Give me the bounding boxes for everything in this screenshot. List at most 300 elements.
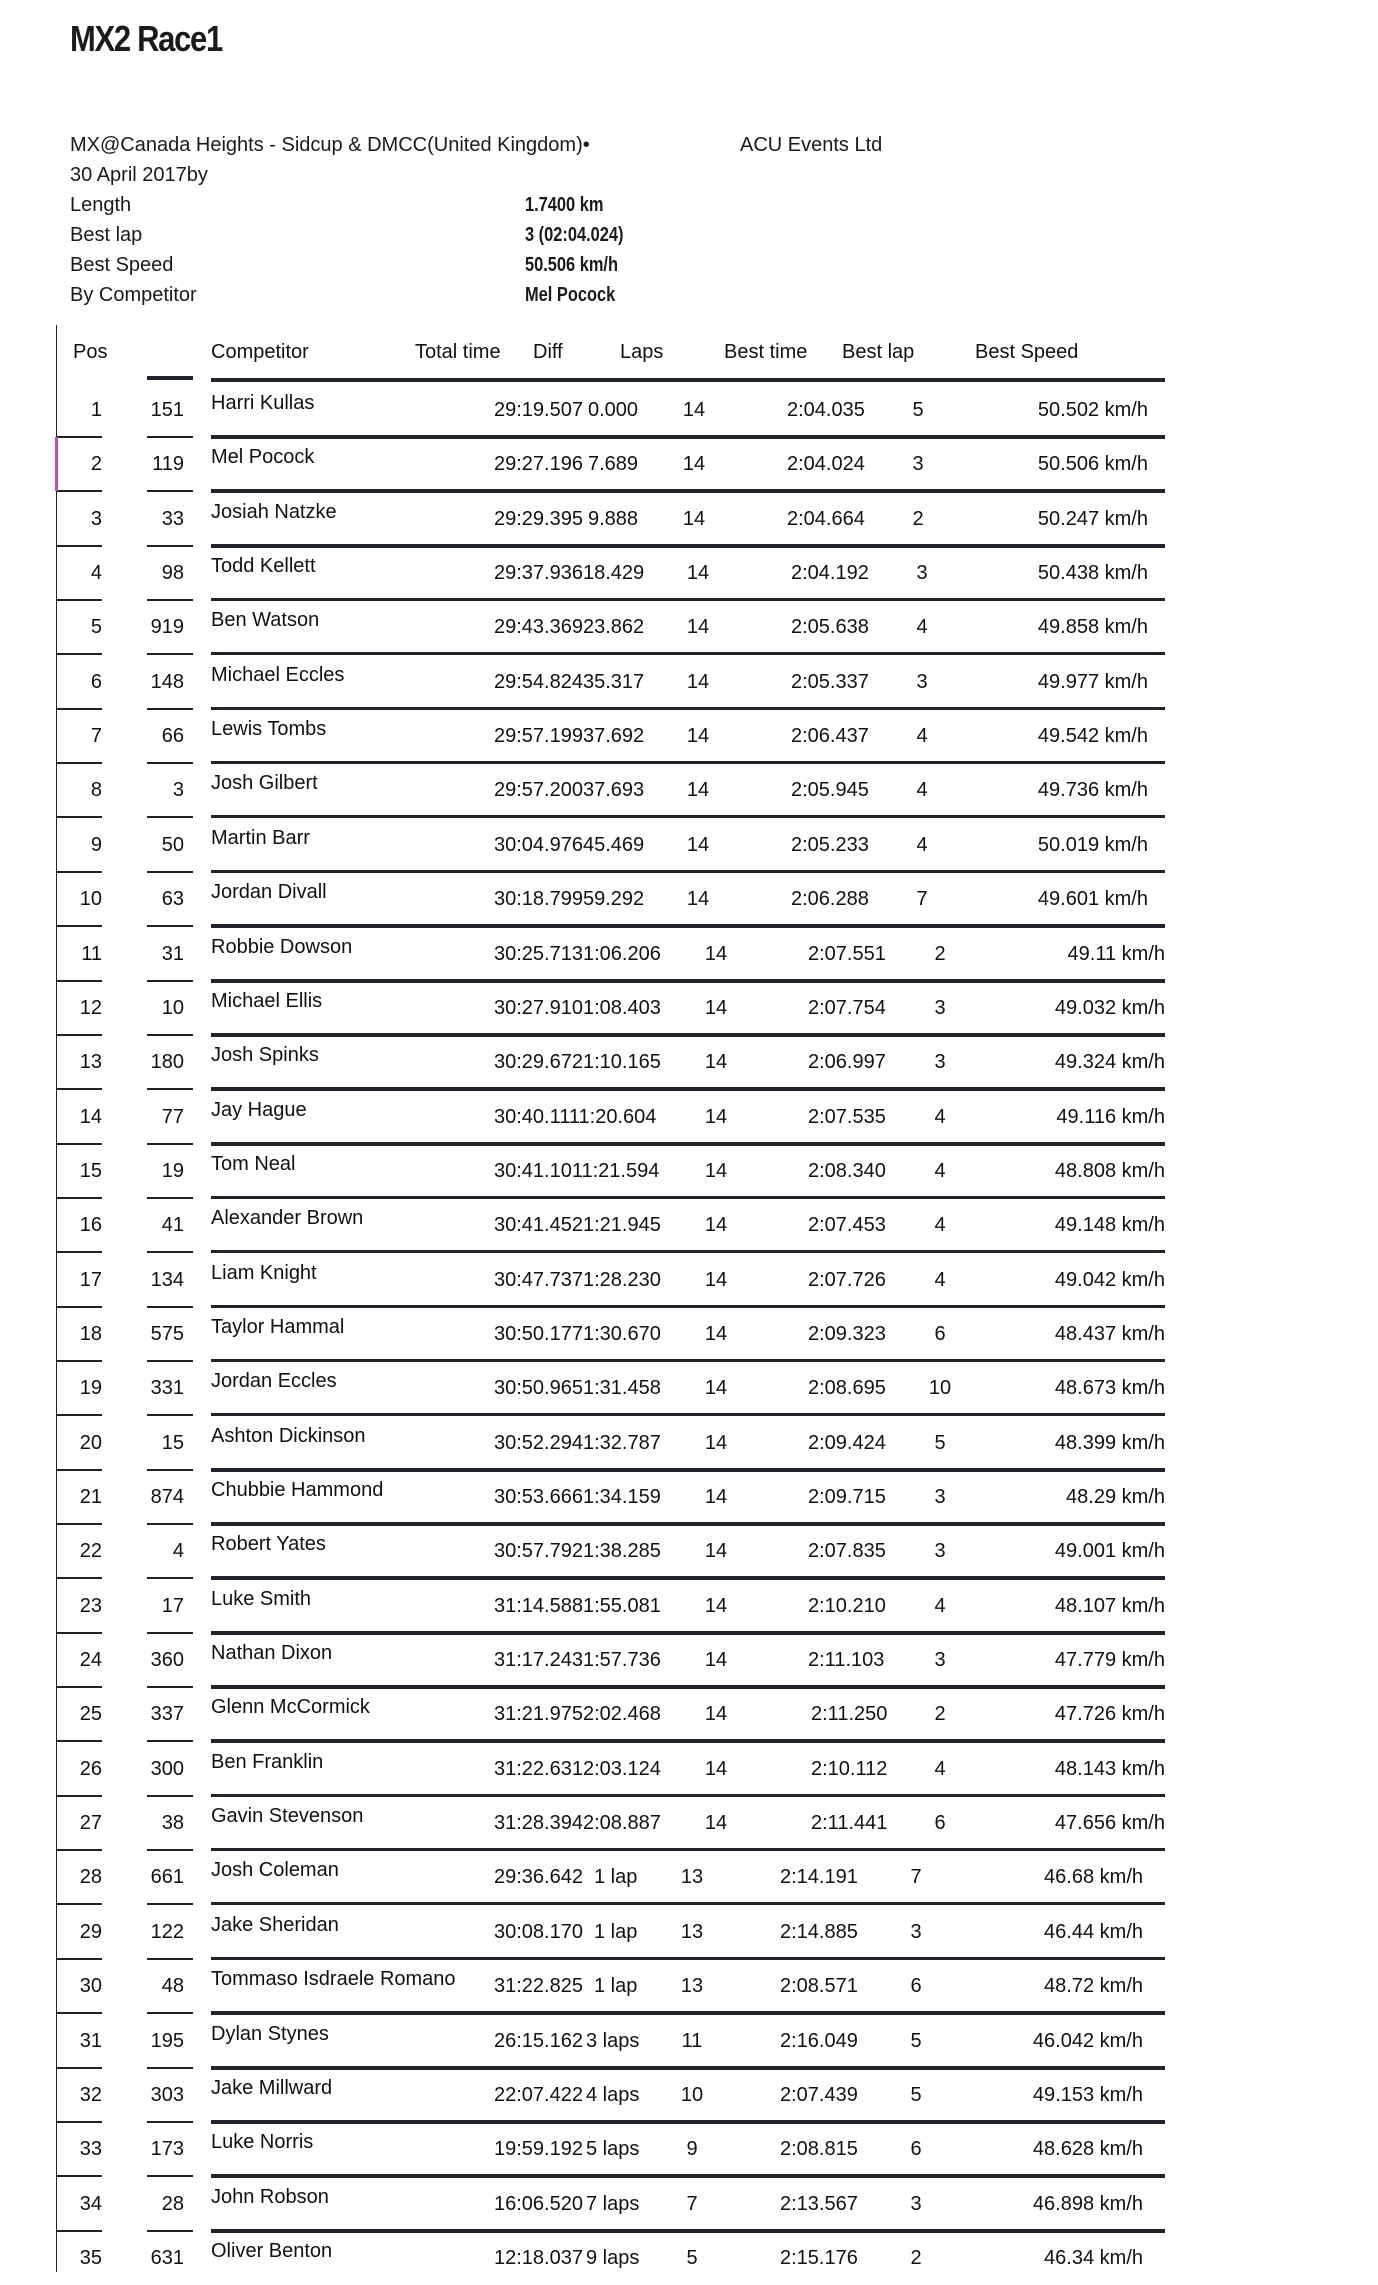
cell-diff: 1:57.736 <box>582 1649 661 1671</box>
cell-pos: 26 <box>79 1758 102 1780</box>
cell-competitor: Ben Watson <box>211 609 320 631</box>
cell-competitor: Ashton Dickinson <box>211 1425 366 1447</box>
cell-competitor: Michael Ellis <box>211 990 323 1012</box>
cell-number: 77 <box>161 1106 184 1128</box>
cell-total-time: 30:04.976 <box>494 834 583 856</box>
cell-total-time: 31:28.394 <box>494 1812 583 1834</box>
table-row <box>0 1144 1378 1198</box>
cell-best-time: 2:08.815 <box>780 2138 858 2160</box>
cell-best-lap: 3 <box>912 453 924 475</box>
cell-best-time: 2:04.024 <box>787 453 865 475</box>
cell-number: 173 <box>150 2138 184 2160</box>
cell-best-speed: 49.858 km/h <box>1037 616 1148 638</box>
cell-best-time: 2:06.288 <box>791 888 869 910</box>
cell-total-time: 12:18.037 <box>494 2247 583 2269</box>
cell-diff: 2:02.468 <box>582 1703 661 1725</box>
cell-total-time: 26:15.162 <box>494 2030 583 2052</box>
cell-number: 17 <box>161 1595 184 1617</box>
cell-pos: 2 <box>90 453 102 475</box>
cell-competitor: Tom Neal <box>211 1153 296 1175</box>
cell-competitor: Oliver Benton <box>211 2240 333 2262</box>
cell-best-time: 2:06.997 <box>808 1051 886 1073</box>
cell-pos: 27 <box>79 1812 102 1834</box>
cell-laps: 11 <box>681 2030 703 2052</box>
cell-laps: 14 <box>704 1595 728 1617</box>
cell-diff: 1:34.159 <box>582 1486 661 1508</box>
cell-best-time: 2:07.453 <box>808 1214 886 1236</box>
cell-competitor: Luke Smith <box>211 1588 312 1610</box>
cell-best-lap: 4 <box>934 1595 946 1617</box>
cell-total-time: 30:50.965 <box>494 1377 583 1399</box>
table-row <box>0 383 1378 437</box>
cell-laps: 14 <box>682 453 706 475</box>
cell-pos: 35 <box>79 2247 102 2269</box>
cell-number: 300 <box>150 1758 184 1780</box>
cell-pos: 22 <box>79 1540 102 1562</box>
cell-total-time: 30:52.294 <box>494 1432 583 1454</box>
cell-total-diff <box>494 1595 661 1618</box>
cell-best-lap: 4 <box>916 725 928 747</box>
cell-total-diff <box>494 943 661 966</box>
cell-best-time: 2:07.835 <box>808 1540 886 1562</box>
cell-total-time: 29:36.642 <box>494 1866 583 1888</box>
cell-laps: 14 <box>686 562 710 584</box>
page-title: MX2 Race1 <box>70 18 222 59</box>
cell-laps: 14 <box>682 508 706 530</box>
cell-best-lap: 3 <box>934 1540 946 1562</box>
cell-number: 4 <box>172 1540 184 1562</box>
cell-laps: 13 <box>680 1975 704 1997</box>
table-row <box>0 2177 1378 2231</box>
cell-best-time: 2:09.424 <box>808 1432 886 1454</box>
cell-total-time: 30:41.101 <box>494 1160 582 1182</box>
cell-diff: 45.469 <box>582 834 645 856</box>
cell-laps: 14 <box>686 725 710 747</box>
cell-total-time: 22:07.422 <box>494 2084 583 2106</box>
cell-best-lap: 4 <box>916 834 928 856</box>
cell-best-lap: 3 <box>934 997 946 1019</box>
table-row <box>0 1416 1378 1470</box>
cell-best-lap: 10 <box>928 1377 952 1399</box>
cell-total-diff <box>494 1106 656 1129</box>
cell-number: 303 <box>150 2084 184 2106</box>
cell-best-speed: 48.107 km/h <box>1054 1595 1165 1617</box>
cell-best-lap: 4 <box>916 779 928 801</box>
table-row <box>0 981 1378 1035</box>
cell-best-time: 2:05.945 <box>791 779 869 801</box>
cell-best-lap: 6 <box>934 1323 946 1345</box>
cell-pos: 11 <box>81 943 102 965</box>
cell-total-diff <box>494 779 644 802</box>
cell-best-time: 2:07.439 <box>780 2084 858 2106</box>
cell-total-diff <box>494 1269 661 1292</box>
cell-laps: 14 <box>704 1269 728 1291</box>
table-row <box>0 1959 1378 2013</box>
cell-best-lap: 3 <box>910 2193 922 2215</box>
cell-total-diff <box>494 888 644 911</box>
cell-best-lap: 3 <box>934 1051 946 1073</box>
cell-number: 151 <box>150 399 184 421</box>
cell-laps: 14 <box>686 616 710 638</box>
cell-number: 148 <box>150 671 184 693</box>
cell-diff: 7 laps <box>585 2193 640 2215</box>
cell-competitor: Robbie Dowson <box>211 936 353 958</box>
cell-total-time: 16:06.520 <box>494 2193 583 2215</box>
cell-competitor: Alexander Brown <box>211 1207 364 1229</box>
summary-label-by-competitor: By Competitor <box>70 284 197 306</box>
cell-total-diff <box>494 1432 661 1455</box>
table-row <box>0 1198 1378 1252</box>
cell-best-speed: 49.736 km/h <box>1037 779 1148 801</box>
cell-total-diff <box>494 1540 661 1563</box>
cell-diff: 1:31.458 <box>582 1377 661 1399</box>
cell-number: 98 <box>161 562 184 584</box>
cell-best-speed: 49.11 km/h <box>1067 943 1165 965</box>
table-row <box>0 1796 1378 1850</box>
table-row <box>0 2231 1378 2285</box>
cell-pos: 19 <box>79 1377 102 1399</box>
cell-number: 63 <box>161 888 184 910</box>
cell-pos: 34 <box>79 2193 102 2215</box>
cell-best-time: 2:13.567 <box>780 2193 858 2215</box>
cell-number: 874 <box>150 1486 184 1508</box>
cell-best-lap: 5 <box>910 2084 922 2106</box>
cell-diff: 2:03.124 <box>582 1758 661 1780</box>
cell-diff: 9 laps <box>585 2247 640 2269</box>
cell-total-time: 30:50.177 <box>494 1323 583 1345</box>
cell-best-speed: 49.542 km/h <box>1037 725 1148 747</box>
cell-pos: 17 <box>79 1269 102 1291</box>
cell-laps: 14 <box>682 399 706 421</box>
cell-best-lap: 2 <box>934 943 946 965</box>
cell-best-speed: 48.29 km/h <box>1066 1486 1165 1508</box>
cell-total-diff <box>494 2193 639 2216</box>
cell-competitor: Harri Kullas <box>211 392 315 414</box>
cell-best-lap: 6 <box>910 1975 922 1997</box>
cell-best-speed: 48.399 km/h <box>1054 1432 1165 1454</box>
cell-number: 50 <box>161 834 184 856</box>
cell-laps: 14 <box>704 1758 728 1780</box>
summary-value-best-lap: 3 (02:04.024) <box>525 224 624 246</box>
cell-best-speed: 50.247 km/h <box>1037 508 1148 530</box>
cell-number: 66 <box>161 725 184 747</box>
cell-diff: 4 laps <box>585 2084 640 2106</box>
cell-diff: 1:32.787 <box>582 1432 661 1454</box>
cell-pos: 24 <box>79 1649 102 1671</box>
cell-best-time: 2:15.176 <box>780 2247 858 2269</box>
cell-diff: 59.292 <box>582 888 645 910</box>
cell-competitor: Taylor Hammal <box>211 1316 345 1338</box>
cell-laps: 14 <box>704 1649 728 1671</box>
cell-laps: 14 <box>704 1051 728 1073</box>
cell-best-lap: 5 <box>912 399 924 421</box>
cell-best-speed: 49.032 km/h <box>1054 997 1165 1019</box>
table-row <box>0 600 1378 654</box>
header-total-time: Total time <box>415 341 501 363</box>
cell-total-time: 29:29.395 <box>494 508 583 530</box>
cell-diff: 5 laps <box>585 2138 640 2160</box>
cell-total-time: 30:29.672 <box>494 1051 583 1073</box>
header-best-lap: Best lap <box>842 341 915 363</box>
cell-total-time: 29:54.824 <box>494 671 583 693</box>
cell-best-lap: 3 <box>916 671 928 693</box>
cell-total-diff <box>494 725 644 748</box>
cell-best-time: 2:08.695 <box>808 1377 886 1399</box>
header-laps: Laps <box>620 341 664 363</box>
cell-pos: 31 <box>79 2030 102 2052</box>
cell-competitor: Jake Sheridan <box>211 1914 339 1936</box>
cell-diff: 1:30.670 <box>582 1323 661 1345</box>
cell-number: 10 <box>161 997 184 1019</box>
cell-total-diff <box>494 1160 659 1183</box>
cell-diff: 18.429 <box>582 562 645 584</box>
cell-number: 360 <box>150 1649 184 1671</box>
table-row <box>0 1253 1378 1307</box>
cell-pos: 32 <box>79 2084 102 2106</box>
cell-total-diff <box>494 1812 661 1835</box>
cell-total-time: 30:57.792 <box>494 1540 583 1562</box>
cell-pos: 29 <box>79 1921 102 1943</box>
cell-laps: 14 <box>704 1106 728 1128</box>
cell-best-lap: 3 <box>916 562 928 584</box>
cell-number: 331 <box>150 1377 184 1399</box>
cell-competitor: Chubbie Hammond <box>211 1479 384 1501</box>
cell-laps: 9 <box>686 2138 698 2160</box>
cell-total-diff <box>494 1214 661 1237</box>
cell-number: 31 <box>161 943 184 965</box>
table-row <box>0 1524 1378 1578</box>
cell-pos: 25 <box>79 1703 102 1725</box>
cell-number: 119 <box>152 453 184 475</box>
cell-total-diff <box>494 1486 661 1509</box>
summary-label-best-lap: Best lap <box>70 224 143 246</box>
cell-best-time: 2:04.192 <box>791 562 869 584</box>
cell-number: 919 <box>150 616 184 638</box>
cell-number: 41 <box>161 1214 184 1236</box>
table-row <box>0 1850 1378 1904</box>
cell-pos: 16 <box>79 1214 102 1236</box>
cell-best-lap: 4 <box>934 1214 946 1236</box>
cell-diff: 1 lap <box>593 1921 638 1943</box>
cell-best-time: 2:06.437 <box>791 725 869 747</box>
cell-number: 180 <box>150 1051 184 1073</box>
cell-total-time: 29:27.196 <box>494 453 583 475</box>
cell-total-diff <box>494 399 638 422</box>
cell-laps: 13 <box>680 1866 704 1888</box>
cell-laps: 10 <box>680 2084 704 2106</box>
cell-total-time: 31:22.631 <box>494 1758 583 1780</box>
table-row <box>0 1633 1378 1687</box>
cell-pos: 3 <box>90 508 102 530</box>
cell-number: 575 <box>150 1323 184 1345</box>
cell-competitor: Todd Kellett <box>211 555 316 577</box>
cell-competitor: Josiah Natzke <box>211 501 337 523</box>
cell-best-lap: 5 <box>910 2030 922 2052</box>
cell-best-lap: 2 <box>910 2247 922 2269</box>
cell-total-diff <box>494 1323 661 1346</box>
summary-value-by-competitor: Mel Pocock <box>525 284 616 306</box>
cell-pos: 33 <box>79 2138 102 2160</box>
cell-best-speed: 49.153 km/h <box>1032 2084 1143 2106</box>
cell-best-speed: 50.438 km/h <box>1037 562 1148 584</box>
cell-diff: 1:28.230 <box>582 1269 661 1291</box>
cell-total-diff <box>494 997 661 1020</box>
cell-diff: 1:06.206 <box>582 943 661 965</box>
cell-pos: 6 <box>90 671 102 693</box>
cell-best-speed: 50.019 km/h <box>1037 834 1148 856</box>
cell-pos: 10 <box>79 888 102 910</box>
cell-diff: 1:10.165 <box>582 1051 661 1073</box>
header-rule-number <box>147 376 193 380</box>
cell-laps: 14 <box>704 1214 728 1236</box>
cell-total-time: 29:37.936 <box>494 562 583 584</box>
cell-total-diff <box>494 2138 639 2161</box>
cell-number: 631 <box>150 2247 184 2269</box>
cell-laps: 5 <box>686 2247 698 2269</box>
cell-competitor: Gavin Stevenson <box>211 1805 364 1827</box>
cell-diff: 1:55.081 <box>582 1595 661 1617</box>
cell-best-lap: 2 <box>912 508 924 530</box>
cell-best-time: 2:05.638 <box>791 616 869 638</box>
cell-number: 28 <box>161 2193 184 2215</box>
cell-diff: 1:38.285 <box>582 1540 661 1562</box>
cell-number: 134 <box>150 1269 184 1291</box>
cell-laps: 13 <box>680 1921 704 1943</box>
cell-pos: 14 <box>79 1106 102 1128</box>
cell-best-time: 2:16.049 <box>780 2030 858 2052</box>
cell-best-time: 2:10.210 <box>808 1595 886 1617</box>
table-row <box>0 1905 1378 1959</box>
cell-best-time: 2:09.323 <box>808 1323 886 1345</box>
cell-total-time: 31:22.825 <box>494 1975 583 1997</box>
cell-best-lap: 3 <box>934 1649 946 1671</box>
cell-diff: 23.862 <box>582 616 645 638</box>
cell-pos: 13 <box>79 1051 102 1073</box>
header-competitor: Competitor <box>211 341 309 363</box>
cell-diff: 1:21.594 <box>581 1160 660 1182</box>
table-row <box>0 1035 1378 1089</box>
cell-total-time: 29:57.200 <box>494 779 583 801</box>
cell-best-time: 2:09.715 <box>808 1486 886 1508</box>
summary-label-length: Length <box>70 194 132 216</box>
cell-best-speed: 49.042 km/h <box>1054 1269 1165 1291</box>
cell-total-diff <box>494 2084 639 2107</box>
cell-best-speed: 48.437 km/h <box>1054 1323 1165 1345</box>
cell-competitor: Ben Franklin <box>211 1751 324 1773</box>
summary-value-best-speed: 50.506 km/h <box>525 254 619 276</box>
cell-total-diff <box>494 1758 661 1781</box>
table-row <box>0 927 1378 981</box>
cell-total-time: 30:53.666 <box>494 1486 583 1508</box>
table-row <box>0 1687 1378 1741</box>
cell-number: 38 <box>161 1812 184 1834</box>
cell-total-diff <box>494 1975 637 1998</box>
cell-pos: 20 <box>79 1432 102 1454</box>
cell-total-time: 30:27.910 <box>494 997 583 1019</box>
cell-competitor: Josh Coleman <box>211 1859 339 1881</box>
cell-best-speed: 49.116 km/h <box>1056 1106 1165 1128</box>
cell-best-time: 2:11.250 <box>811 1703 888 1725</box>
highlight-accent-bar <box>55 437 58 491</box>
cell-laps: 14 <box>704 1432 728 1454</box>
cell-diff: 7.689 <box>587 453 639 475</box>
cell-competitor: Dylan Stynes <box>211 2023 329 2045</box>
cell-competitor: Jay Hague <box>211 1099 307 1121</box>
cell-laps: 14 <box>686 671 710 693</box>
cell-competitor: Martin Barr <box>211 827 310 849</box>
cell-best-speed: 47.656 km/h <box>1054 1812 1165 1834</box>
cell-competitor: Josh Gilbert <box>211 772 318 794</box>
table-row <box>0 1579 1378 1633</box>
cell-pos: 23 <box>79 1595 102 1617</box>
cell-best-lap: 5 <box>934 1432 946 1454</box>
cell-total-diff <box>494 1051 661 1074</box>
cell-best-speed: 48.143 km/h <box>1054 1758 1165 1780</box>
cell-best-time: 2:11.103 <box>808 1649 885 1671</box>
cell-diff: 37.692 <box>582 725 645 747</box>
cell-diff: 1:21.945 <box>582 1214 661 1236</box>
cell-total-time: 29:19.507 <box>494 399 583 421</box>
cell-best-speed: 46.68 km/h <box>1044 1866 1143 1888</box>
cell-diff: 35.317 <box>582 671 645 693</box>
cell-best-time: 2:14.885 <box>780 1921 858 1943</box>
cell-best-speed: 48.628 km/h <box>1032 2138 1143 2160</box>
table-row <box>0 1090 1378 1144</box>
cell-pos: 28 <box>79 1866 102 1888</box>
cell-best-time: 2:10.112 <box>811 1758 888 1780</box>
cell-best-speed: 46.898 km/h <box>1032 2193 1143 2215</box>
table-row <box>0 872 1378 926</box>
table-row <box>0 1742 1378 1796</box>
cell-best-lap: 4 <box>934 1758 946 1780</box>
cell-best-time: 2:05.337 <box>791 671 869 693</box>
header-best-time: Best time <box>724 341 808 363</box>
header-rule <box>211 378 1165 382</box>
cell-total-time: 30:47.737 <box>494 1269 583 1291</box>
header-pos: Pos <box>73 341 108 363</box>
cell-best-speed: 46.042 km/h <box>1032 2030 1143 2052</box>
cell-total-diff <box>494 1866 637 1889</box>
cell-best-time: 2:05.233 <box>791 834 869 856</box>
cell-total-diff <box>494 1703 661 1726</box>
cell-competitor: Luke Norris <box>211 2131 314 2153</box>
cell-diff: 1 lap <box>593 1975 638 1997</box>
cell-competitor: Jordan Eccles <box>211 1370 337 1392</box>
cell-laps: 7 <box>686 2193 698 2215</box>
cell-best-lap: 4 <box>916 616 928 638</box>
cell-total-diff <box>494 2030 639 2053</box>
table-row <box>0 655 1378 709</box>
cell-total-diff <box>494 508 638 531</box>
cell-competitor: Josh Spinks <box>211 1044 319 1066</box>
cell-total-diff <box>494 562 644 585</box>
cell-total-diff <box>494 834 644 857</box>
cell-best-time: 2:04.664 <box>787 508 865 530</box>
cell-laps: 14 <box>704 1323 728 1345</box>
cell-best-speed: 48.808 km/h <box>1054 1160 1165 1182</box>
cell-number: 19 <box>161 1160 184 1182</box>
cell-pos: 8 <box>90 779 102 801</box>
cell-competitor: Tommaso Isdraele Romano <box>211 1968 456 1990</box>
cell-pos: 1 <box>90 399 102 421</box>
cell-competitor: Jake Millward <box>211 2077 333 2099</box>
cell-competitor: Liam Knight <box>211 1262 317 1284</box>
cell-best-speed: 46.44 km/h <box>1044 1921 1143 1943</box>
cell-best-lap: 3 <box>934 1486 946 1508</box>
cell-diff: 1:08.403 <box>582 997 661 1019</box>
cell-best-speed: 49.601 km/h <box>1037 888 1148 910</box>
table-row <box>0 1307 1378 1361</box>
